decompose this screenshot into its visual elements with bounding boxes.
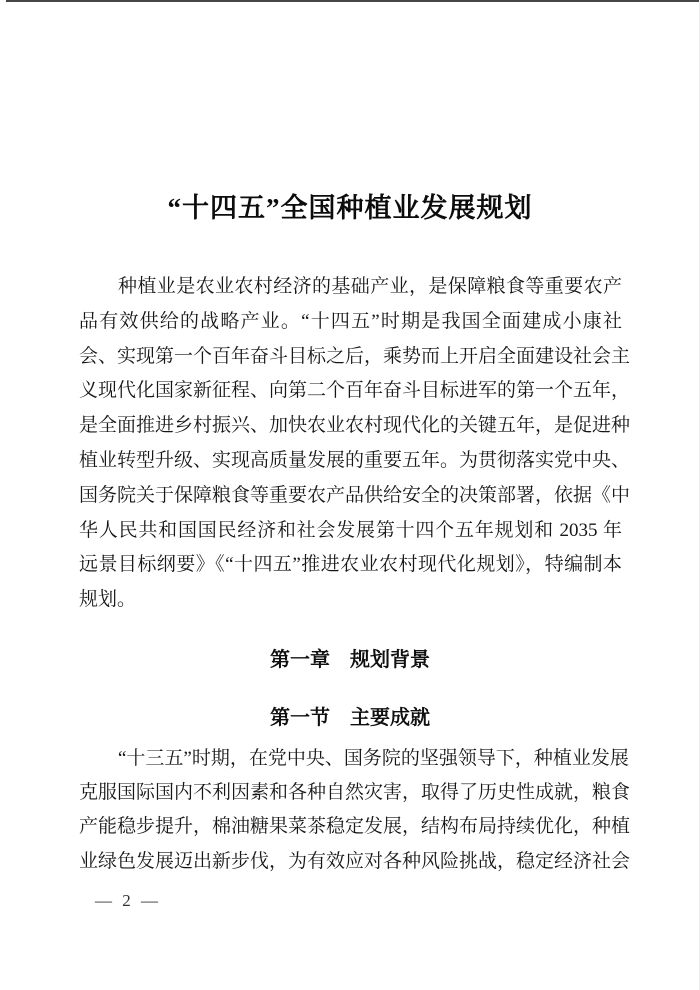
paragraph-achievements [79, 742, 631, 879]
paragraph-intro [79, 270, 631, 618]
text-line: 产能稳步提升，棉油糖果菜茶稳定发展，结构布局持续优化，种植 [79, 816, 631, 838]
text-line: 品有效供给的战略产业。“十四五”时期是我国全面建成小康社 [79, 310, 622, 332]
page-number: — 2 — [95, 891, 161, 910]
text-line: 国务院关于保障粮食等重要农产品供给安全的决策部署，依据《中 [79, 484, 631, 506]
text-line: “十三五”时期，在党中央、国务院的坚强领导下，种植业发展 [118, 748, 629, 769]
text-line: 是全面推进乡村振兴、加快农业农村现代化的关键五年，是促进种 [79, 415, 631, 437]
text-line: 华人民共和国国民经济和社会发展第十四个五年规划和 2035 年 [79, 519, 622, 541]
text-line: 业绿色发展迈出新步伐，为有效应对各种风险挑战，稳定经济社会 [79, 850, 631, 872]
scan-top-edge-line [6, 0, 700, 2]
text-line: 种植业是农业农村经济的基础产业，是保障粮食等重要农产 [118, 276, 622, 297]
text-line: 植业转型升级、实现高质量发展的重要五年。为贯彻落实党中央、 [79, 449, 631, 471]
section-heading: 第一节 主要成就 [270, 707, 430, 729]
text-line: 远景目标纲要》《“十四五”推进农业农村现代化规划》，特编制本 [79, 554, 622, 576]
text-line: 会、实现第一个百年奋斗目标之后，乘势而上开启全面建设社会主 [79, 345, 631, 367]
text-line: 义现代化国家新征程、向第二个百年奋斗目标进军的第一个五年， [79, 380, 631, 402]
text-line: 克服国际国内不利因素和各种自然灾害，取得了历史性成就，粮食 [79, 782, 631, 804]
chapter-heading: 第一章 规划背景 [270, 649, 430, 671]
document-title: “十四五”全国种植业发展规划 [167, 193, 533, 223]
text-line: 规划。 [79, 589, 137, 611]
